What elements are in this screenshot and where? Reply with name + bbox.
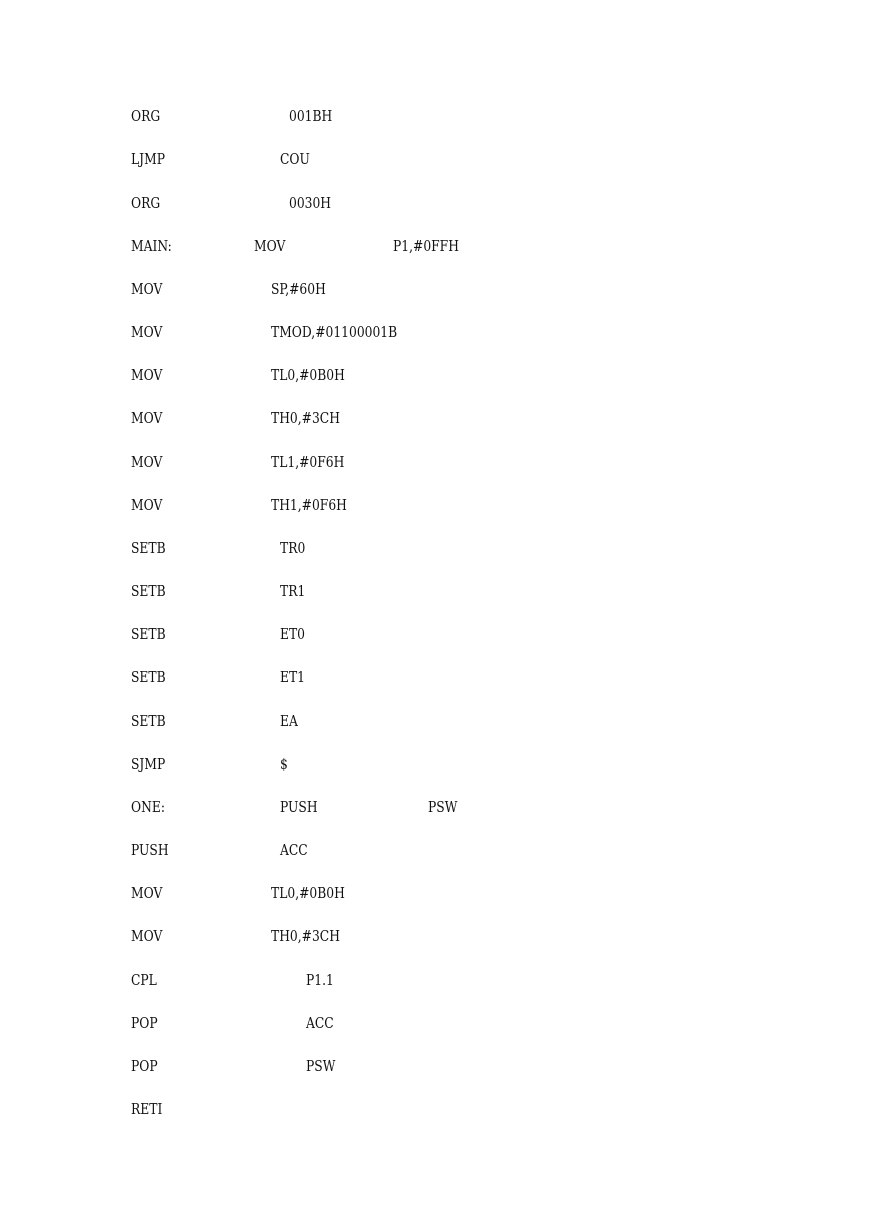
code-operand: 0030H: [289, 194, 332, 212]
code-opcode: MOV: [131, 366, 163, 384]
code-line: [0, 881, 869, 905]
code-opcode: MOV: [131, 323, 163, 341]
code-operand: P1,#0FFH: [393, 237, 459, 255]
code-operand: P1.1: [306, 971, 334, 989]
code-operand: TMOD,#01100001B: [271, 323, 398, 341]
code-line: [0, 1054, 869, 1078]
code-line: [0, 924, 869, 948]
code-line: [0, 320, 869, 344]
code-line: [0, 1011, 869, 1035]
code-operand: TL0,#0B0H: [271, 366, 345, 384]
code-opcode: MOV: [131, 884, 163, 902]
code-line: [0, 795, 869, 819]
code-label: MAIN:: [131, 237, 172, 255]
code-operand: TL0,#0B0H: [271, 884, 345, 902]
code-opcode: PUSH: [131, 841, 169, 859]
code-opcode: SETB: [131, 668, 166, 686]
code-opcode: SETB: [131, 582, 166, 600]
code-operand: ET0: [280, 625, 306, 643]
code-line: [0, 536, 869, 560]
code-opcode: MOV: [131, 280, 163, 298]
code-opcode: MOV: [131, 453, 163, 471]
code-opcode: POP: [131, 1014, 158, 1032]
code-line: [0, 968, 869, 992]
code-operand: PSW: [306, 1057, 336, 1075]
code-label: ONE:: [131, 798, 165, 816]
code-opcode: MOV: [254, 237, 286, 255]
code-operand: PSW: [428, 798, 458, 816]
code-opcode: POP: [131, 1057, 158, 1075]
code-opcode: MOV: [131, 409, 163, 427]
code-operand: TH0,#3CH: [271, 409, 340, 427]
code-line: [0, 147, 869, 171]
code-operand: TH0,#3CH: [271, 927, 340, 945]
code-line: [0, 191, 869, 215]
code-opcode: MOV: [131, 496, 163, 514]
code-opcode: RETI: [131, 1100, 163, 1118]
code-opcode: SETB: [131, 539, 166, 557]
code-operand: TR0: [280, 539, 306, 557]
code-line: [0, 363, 869, 387]
code-operand: ACC: [280, 841, 308, 859]
code-opcode: SJMP: [131, 755, 166, 773]
code-line: [0, 838, 869, 862]
code-line: [0, 406, 869, 430]
code-line: [0, 277, 869, 301]
code-operand: TH1,#0F6H: [271, 496, 347, 514]
code-operand: EA: [280, 712, 298, 730]
code-opcode: SETB: [131, 625, 166, 643]
code-opcode: SETB: [131, 712, 166, 730]
code-opcode: MOV: [131, 927, 163, 945]
code-operand: $: [280, 755, 288, 773]
code-opcode: ORG: [131, 107, 161, 125]
code-operand: ACC: [306, 1014, 334, 1032]
code-operand: SP,#60H: [271, 280, 326, 298]
code-operand: TR1: [280, 582, 306, 600]
code-opcode: LJMP: [131, 150, 165, 168]
code-line: [0, 665, 869, 689]
code-line: [0, 579, 869, 603]
code-opcode: PUSH: [280, 798, 318, 816]
code-opcode: CPL: [131, 971, 157, 989]
code-line: [0, 752, 869, 776]
code-line: [0, 622, 869, 646]
code-operand: TL1,#0F6H: [271, 453, 345, 471]
code-line: [0, 493, 869, 517]
code-operand: ET1: [280, 668, 306, 686]
code-opcode: ORG: [131, 194, 161, 212]
code-operand: 001BH: [289, 107, 333, 125]
code-line: [0, 234, 869, 258]
code-operand: COU: [280, 150, 310, 168]
code-line: [0, 450, 869, 474]
code-line: [0, 1097, 869, 1121]
code-line: [0, 709, 869, 733]
code-line: [0, 104, 869, 128]
